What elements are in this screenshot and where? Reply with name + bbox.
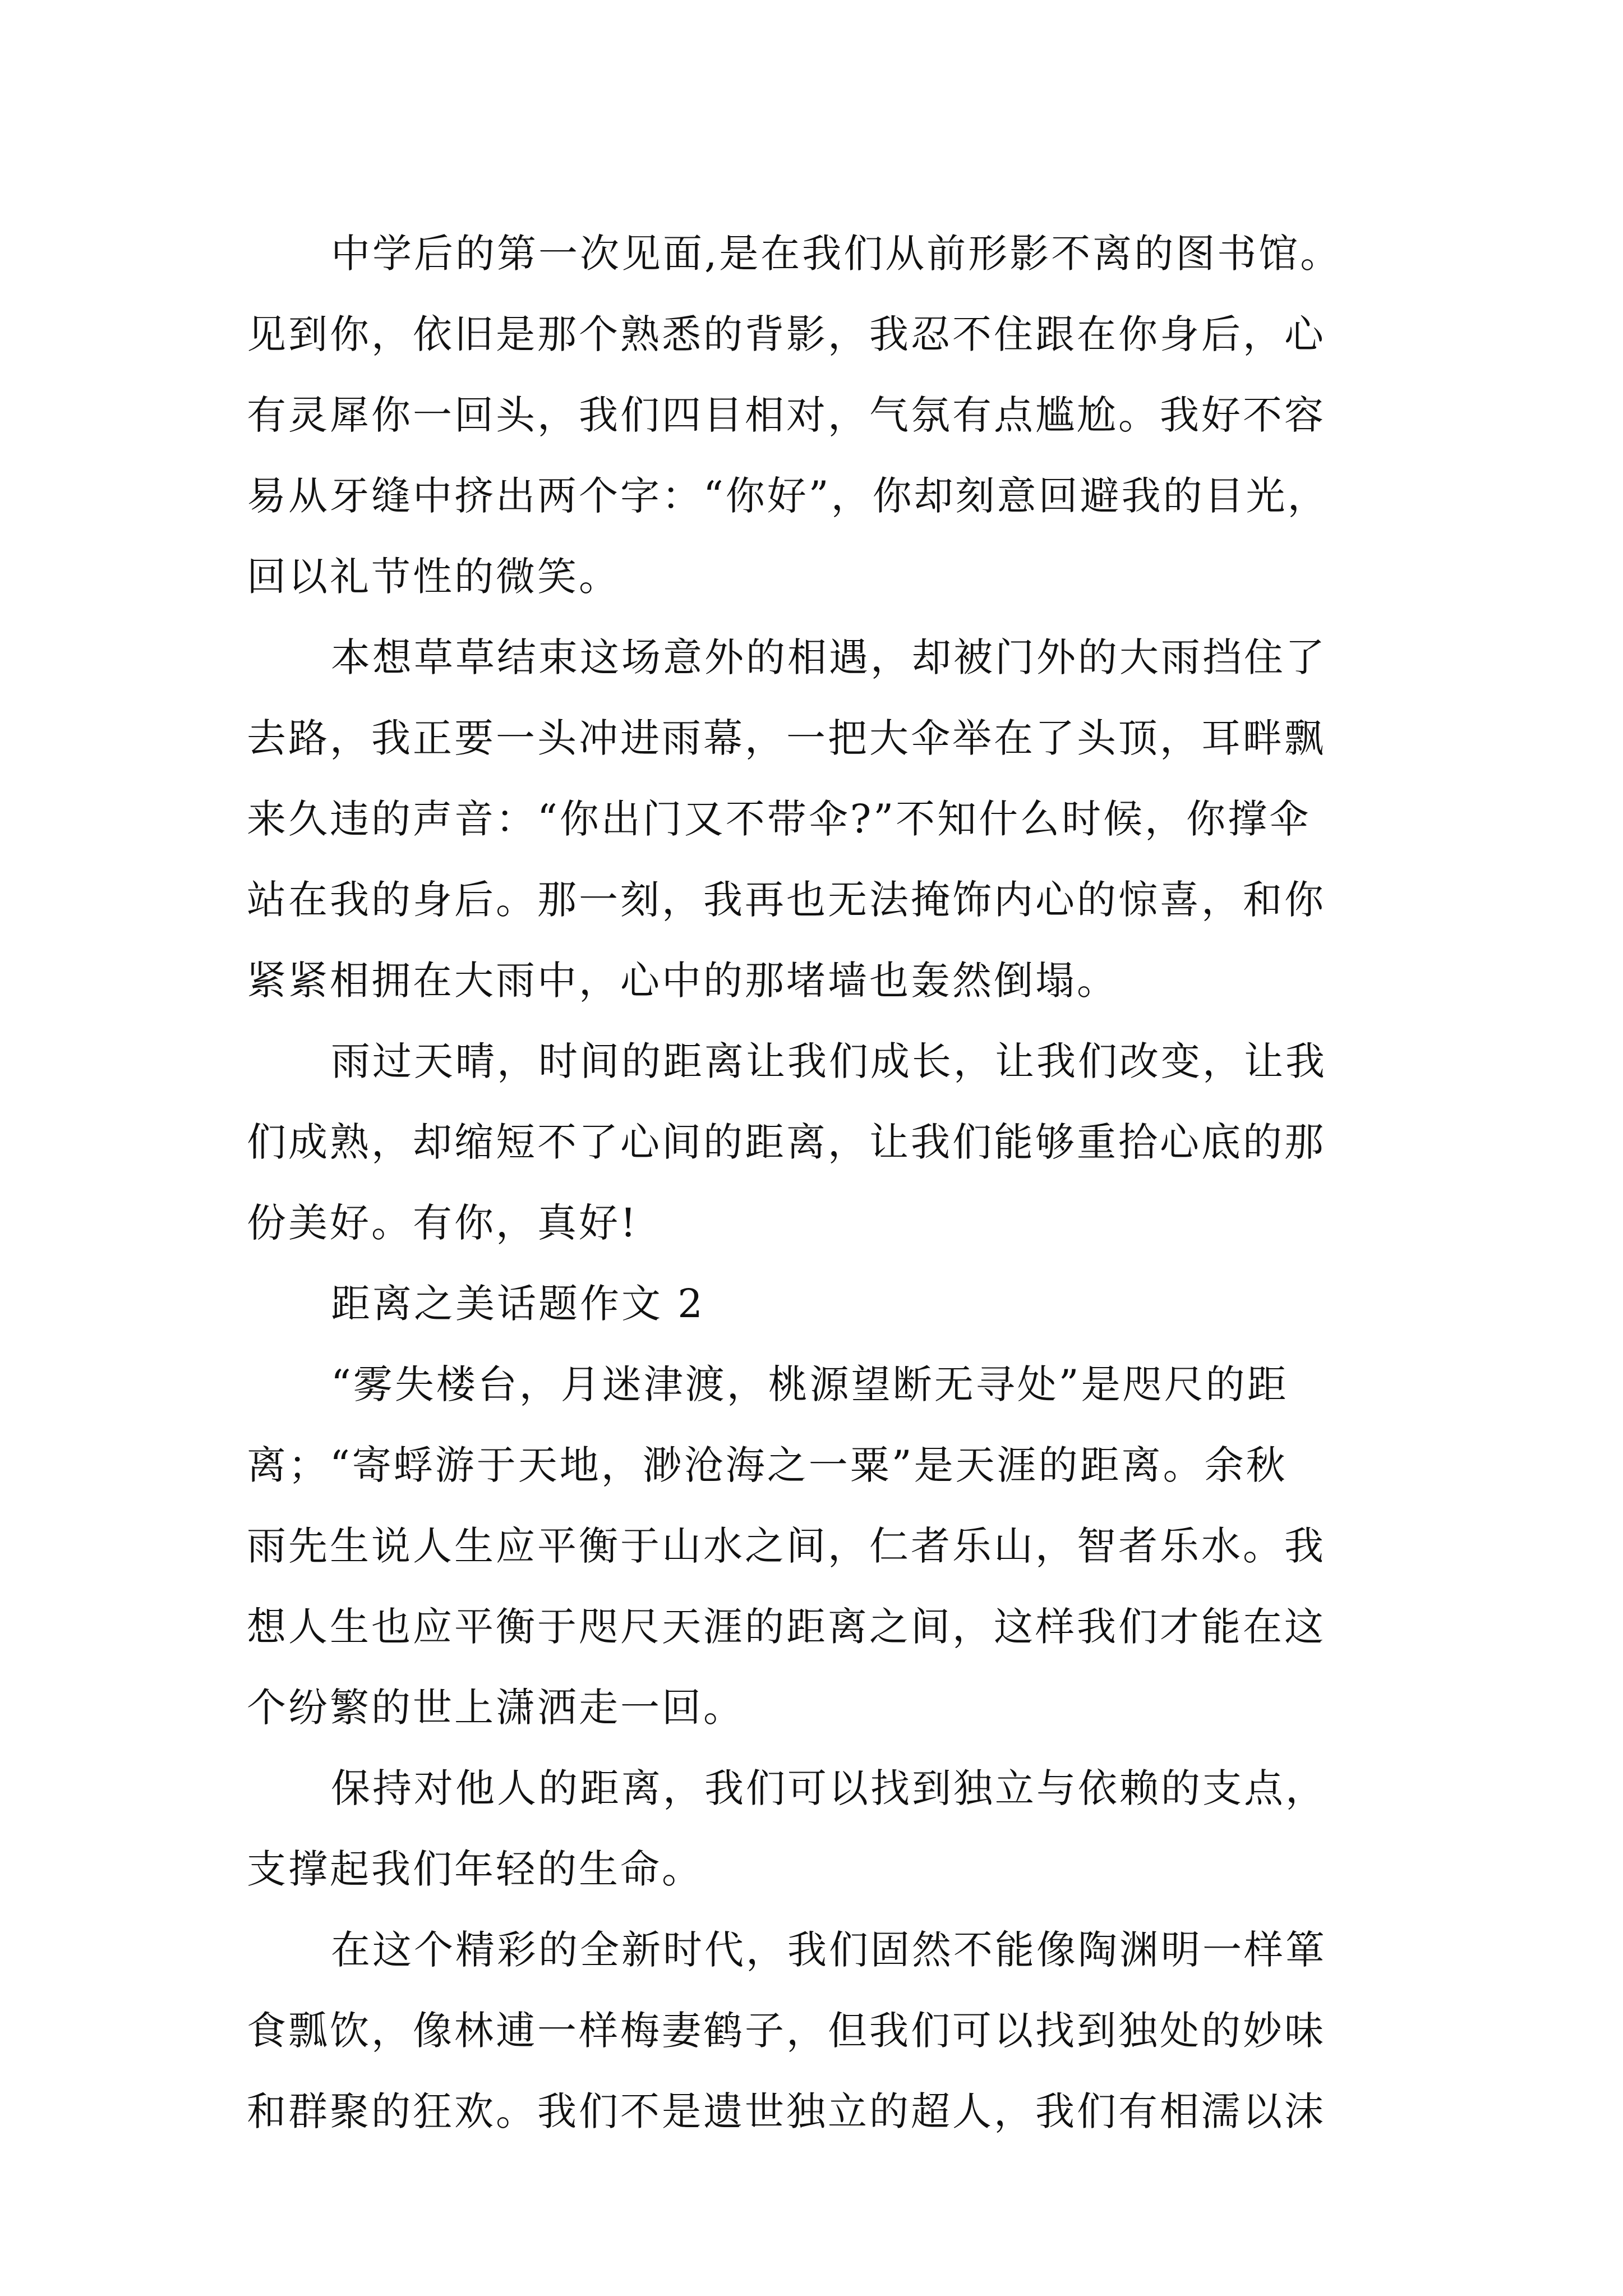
paragraph-line: “雾失楼台，月迷津渡，桃源望断无寻处”是咫尺的距: [331, 1361, 1289, 1407]
paragraph-line: 支撑起我们年轻的生命。: [247, 1846, 703, 1892]
paragraph-line: 个纷繁的世上潇洒走一回。: [247, 1685, 745, 1731]
paragraph-line: 保持对他人的距离，我们可以找到独立与依赖的支点，: [331, 1765, 1327, 1811]
paragraph-line: 中学后的第一次见面,是在我们从前形影不离的图书馆。: [331, 231, 1342, 277]
paragraph-line: 去路，我正要一头冲进雨幕，一把大伞举在了头顶，耳畔飘: [247, 715, 1326, 761]
paragraph-line: 易从牙缝中挤出两个字：“你好”，你却刻意回避我的目光，: [247, 473, 1329, 519]
paragraph-line: 食瓢饮，像林逋一样梅妻鹤子，但我们可以找到独处的妙味: [247, 2008, 1326, 2054]
paragraph-line: 和群聚的狂欢。我们不是遗世独立的超人，我们有相濡以沫: [247, 2088, 1326, 2134]
document-body: [247, 213, 1424, 2152]
paragraph-line: 雨过天晴，时间的距离让我们成长，让我们改变，让我: [331, 1038, 1327, 1084]
section-heading: 距离之美话题作文 2: [331, 1281, 705, 1327]
paragraph-line: 们成熟，却缩短不了心间的距离，让我们能够重拾心底的那: [247, 1119, 1326, 1165]
paragraph-line: 在这个精彩的全新时代，我们固然不能像陶渊明一样箪: [331, 1927, 1327, 1973]
paragraph-line: 来久违的声音：“你出门又不带伞?”不知什么时候，你撑伞: [247, 796, 1311, 842]
paragraph-line: 紧紧相拥在大雨中，心中的那堵墙也轰然倒塌。: [247, 958, 1118, 1004]
paragraph-line: 回以礼节性的微笑。: [247, 554, 620, 600]
paragraph-line: 站在我的身后。那一刻，我再也无法掩饰内心的惊喜，和你: [247, 877, 1326, 923]
paragraph-line: 有灵犀你一回头，我们四目相对，气氛有点尴尬。我好不容: [247, 392, 1326, 438]
paragraph-line: 见到你，依旧是那个熟悉的背影，我忍不住跟在你身后，心: [247, 311, 1326, 357]
paragraph-line: 雨先生说人生应平衡于山水之间，仁者乐山，智者乐水。我: [247, 1523, 1326, 1569]
paragraph-line: 本想草草结束这场意外的相遇，却被门外的大雨挡住了: [331, 634, 1327, 680]
paragraph-line: 想人生也应平衡于咫尺天涯的距离之间，这样我们才能在这: [247, 1604, 1326, 1650]
paragraph-line: 份美好。有你，真好!: [247, 1200, 639, 1246]
paragraph-line: 离；“寄蜉游于天地，渺沧海之一粟”是天涯的距离。余秋: [247, 1442, 1288, 1488]
